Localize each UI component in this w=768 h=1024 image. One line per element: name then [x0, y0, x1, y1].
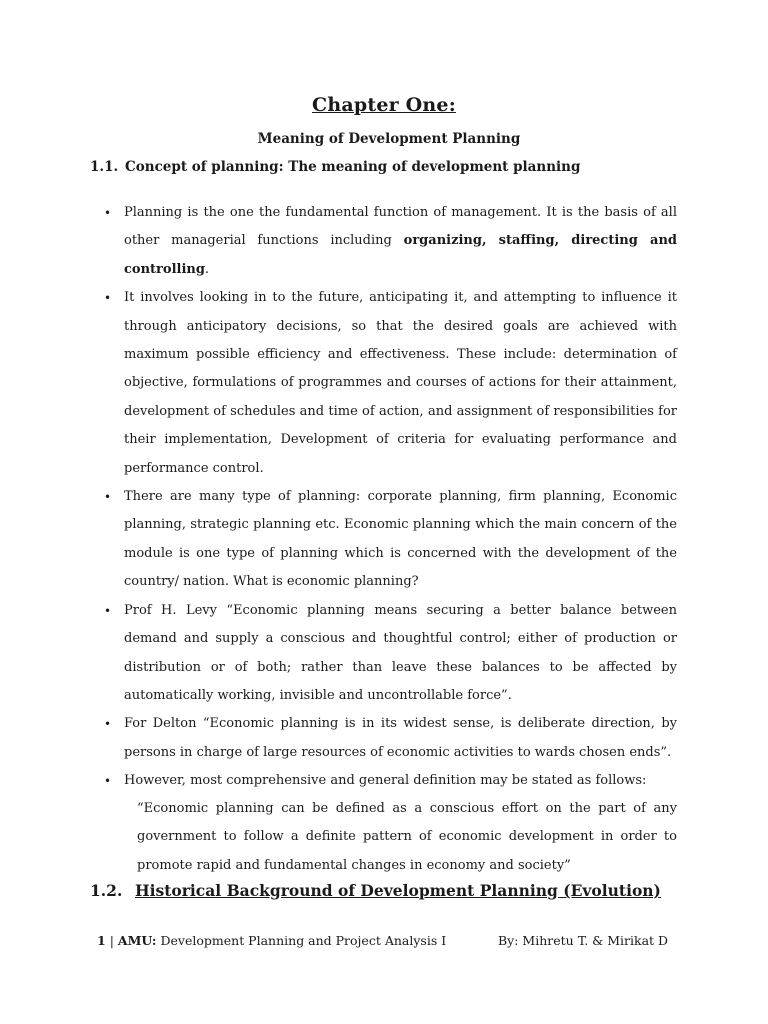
footer-org: AMU:	[117, 933, 157, 948]
chapter-title: Chapter One:	[312, 94, 456, 116]
bullet-text-part: Planning is the one the fundamental function of management. It is the basis of all other managerial functions including	[124, 205, 677, 249]
chapter-subtitle: Meaning of Development Planning	[257, 131, 521, 147]
bullet-icon: •	[104, 490, 112, 505]
footer-course: Development Planning and Project Analysis I	[160, 933, 447, 948]
page-footer	[97, 933, 677, 948]
bullet-icon: •	[104, 717, 112, 732]
bullet-text: It involves looking in to the future, anticipating it, and attempting to influence it through anticipatory decisions, so that the desired goals are achieved with maximum possible efficiency and effectiveness. These include: determination of objective, formulations of programmes and courses of actions for their attainment, development of schedules and time of action, and assignment of responsibilities for their implementation, Development of criteria for evaluating performance and performance control.	[124, 290, 677, 476]
footer-separator: |	[109, 933, 114, 948]
bullet-bold-text: organizing, staffing, directing and controlling	[124, 233, 677, 277]
bullet-text-part: .	[204, 261, 210, 277]
page-number: 1	[97, 933, 106, 948]
footer-authors: By: Mihretu T. & Mirikat D	[498, 933, 669, 948]
bullet-item	[104, 710, 677, 767]
section-title: Concept of planning: The meaning of development planning	[125, 159, 581, 175]
bullet-item	[104, 199, 677, 284]
bullet-icon: •	[104, 603, 112, 618]
bullet-text	[124, 199, 677, 284]
section-heading-1-1	[90, 159, 580, 175]
bullet-item	[104, 284, 677, 483]
bullet-icon: •	[104, 206, 112, 220]
bullet-icon: •	[104, 291, 112, 306]
bullet-text: However, most comprehensive and general definition may be stated as follows:	[124, 773, 647, 789]
bullet-item	[104, 483, 677, 597]
bullet-item	[104, 767, 677, 795]
section-number: 1.1.	[90, 159, 119, 175]
bullet-text: For Delton “Economic planning is in its widest sense, is deliberate direction, by persons in charge of large resources of economic activities to wards chosen ends”.	[124, 716, 677, 760]
bullet-item	[104, 597, 677, 711]
bullet-text: There are many type of planning: corporate planning, firm planning, Economic planning, strategic planning etc. Economic planning which the main concern of the module is one type of planning which is concerned with the development of the country/ nation. What is economic planning?	[124, 489, 677, 590]
footer-left	[97, 933, 446, 948]
definition-quote: “Economic planning can be defined as a conscious effort on the part of any government to follow a definite pattern of economic development in order to promote rapid and fundamental changes in economy and society”	[137, 801, 677, 873]
section-title: Historical Background of Development Planning (Evolution)	[135, 881, 661, 900]
bullet-list	[104, 199, 677, 796]
bullet-text: Prof H. Levy “Economic planning means securing a better balance between demand and supply a conscious and thoughtful control; either of production or distribution or of both; rather than leave these balances to be affected by automatically working, invisible and uncontrollable force”.	[124, 602, 677, 703]
bullet-icon: •	[104, 774, 112, 789]
section-number: 1.2.	[90, 881, 123, 900]
section-heading-1-2	[90, 881, 661, 900]
